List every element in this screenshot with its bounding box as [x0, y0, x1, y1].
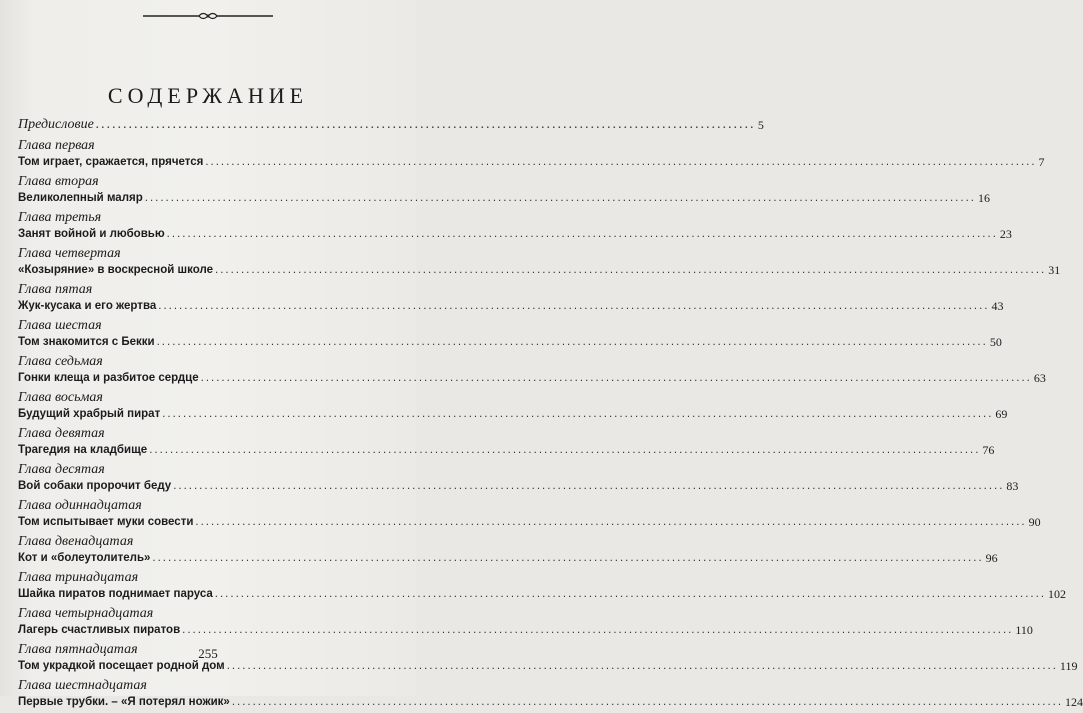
dot-leader: ................................................................................................................................................................ — [226, 660, 1058, 672]
chapter-title: Том знакомится с Бекки — [18, 336, 155, 348]
chapter-heading: Глава пятая — [18, 282, 93, 297]
chapter-page: 110 — [1015, 623, 1033, 637]
chapter-title-line — [18, 334, 1002, 350]
chapter-title: Шайка пиратов поднимает паруса — [18, 588, 213, 600]
chapter-title: Первые трубки. – «Я потерял ножик» — [18, 696, 230, 708]
chapter-title-line — [18, 262, 1061, 278]
chapter-heading: Глава двенадцатая — [18, 534, 134, 549]
chapter-title: Великолепный маляр — [18, 192, 143, 204]
dot-leader: ................................................................................................................................................................ — [144, 192, 976, 204]
chapter-title: Занят войной и любовью — [18, 228, 165, 240]
preface-label: Предисловие — [18, 117, 94, 132]
chapter-title-line — [18, 478, 1019, 494]
chapter-title-line — [18, 622, 1033, 638]
toc-entry[interactable] — [18, 209, 1012, 242]
toc-entry[interactable] — [18, 353, 1046, 386]
chapter-title: Трагедия на кладбище — [18, 444, 148, 456]
toc-entry[interactable] — [18, 497, 1041, 530]
chapter-title: Жук-кусака и его жертва — [18, 300, 157, 312]
chapter-heading: Глава четырнадцатая — [18, 606, 154, 621]
chapter-heading: Глава четвертая — [18, 246, 121, 261]
toc-entry[interactable] — [18, 605, 1033, 638]
toc-entry[interactable] — [18, 281, 1004, 314]
chapter-title-line — [18, 226, 1012, 242]
chapter-title-line — [18, 514, 1041, 530]
chapter-title: Будущий храбрый пират — [18, 408, 161, 420]
chapter-page: 69 — [995, 407, 1008, 421]
chapter-title-line — [18, 550, 998, 566]
chapter-heading: Глава шестнадцатая — [18, 678, 147, 693]
chapter-page: 31 — [1048, 263, 1061, 277]
chapter-heading: Глава девятая — [18, 426, 105, 441]
chapter-heading: Глава одиннадцатая — [18, 498, 142, 513]
chapter-title-line — [18, 190, 990, 206]
toc-entry[interactable] — [18, 569, 1067, 602]
dot-leader: ................................................................................................................................................................ — [173, 480, 1005, 492]
chapter-page: 50 — [989, 335, 1002, 349]
chapter-page: 119 — [1059, 659, 1078, 673]
toc-entry[interactable] — [18, 677, 1083, 710]
chapter-heading: Глава вторая — [18, 174, 99, 189]
chapter-page: 63 — [1033, 371, 1046, 385]
dot-leader: ................................................................................................................................................................ — [182, 624, 1014, 636]
chapter-page: 83 — [1006, 479, 1019, 493]
page-number: 255 — [198, 646, 218, 661]
chapter-title: Кот и «болеутолитель» — [18, 552, 151, 564]
page-title: СОДЕРЖАНИЕ — [107, 83, 309, 108]
chapter-title: Лагерь счастливых пиратов — [18, 624, 181, 636]
chapter-title-line — [18, 586, 1067, 602]
chapter-title: Гонки клеща и разбитое сердце — [18, 372, 199, 384]
chapter-page: 102 — [1048, 587, 1067, 601]
dot-leader: ........................................................................................................................ — [95, 117, 756, 132]
chapter-title: Том украдкой посещает родной дом — [18, 660, 225, 672]
chapter-page: 43 — [991, 299, 1004, 313]
dot-leader: ................................................................................................................................................................ — [162, 408, 994, 420]
toc-entry[interactable] — [18, 137, 1045, 170]
dot-leader: ................................................................................................................................................................ — [149, 444, 981, 456]
show-through-text — [250, 30, 253, 43]
dot-leader: ................................................................................................................................................................ — [231, 696, 1064, 708]
table-of-contents — [18, 116, 1083, 713]
toc-entry[interactable] — [18, 389, 1008, 422]
dot-leader: ................................................................................................................................................................ — [195, 516, 1027, 528]
dot-leader: ................................................................................................................................................................ — [166, 228, 998, 240]
chapter-title: Том играет, сражается, прячется — [18, 156, 204, 168]
dot-leader: ................................................................................................................................................................ — [214, 588, 1047, 600]
chapter-title-line — [18, 406, 1008, 422]
chapter-page: 90 — [1028, 515, 1041, 529]
chapter-title: Том испытывает муки совести — [18, 516, 194, 528]
toc-entry[interactable] — [18, 461, 1019, 494]
chapter-page: 7 — [1038, 155, 1045, 169]
toc-entry[interactable] — [18, 245, 1061, 278]
chapter-title: Вой собаки пророчит беду — [18, 480, 172, 492]
toc-entry[interactable] — [18, 425, 995, 458]
chapter-page: 23 — [999, 227, 1012, 241]
chapter-list — [18, 137, 1083, 710]
chapter-heading: Глава тринадцатая — [18, 570, 139, 585]
chapter-heading: Глава седьмая — [18, 354, 103, 369]
chapter-page: 124 — [1065, 695, 1083, 709]
toc-entry[interactable] — [18, 533, 998, 566]
dot-leader: ................................................................................................................................................................ — [156, 336, 988, 348]
dot-leader: ................................................................................................................................................................ — [205, 156, 1037, 168]
header-ornament — [139, 10, 277, 22]
preface-entry[interactable] — [18, 116, 764, 134]
preface-page: 5 — [757, 118, 764, 132]
dot-leader: ................................................................................................................................................................ — [215, 264, 1047, 276]
chapter-title-line — [18, 154, 1045, 170]
chapter-heading: Глава шестая — [18, 318, 102, 333]
chapter-title-line — [18, 298, 1004, 314]
chapter-title-line — [18, 442, 995, 458]
chapter-page: 16 — [977, 191, 990, 205]
chapter-heading: Глава пятнадцатая — [18, 642, 138, 657]
chapter-title-line — [18, 694, 1083, 710]
toc-entry[interactable] — [18, 173, 990, 206]
chapter-heading: Глава третья — [18, 210, 102, 225]
chapter-title-line — [18, 370, 1046, 386]
dot-leader: ................................................................................................................................................................ — [158, 300, 990, 312]
chapter-heading: Глава первая — [18, 138, 95, 153]
chapter-title: «Козыряние» в воскресной школе — [18, 264, 213, 276]
chapter-page: 96 — [985, 551, 998, 565]
chapter-page: 76 — [982, 443, 995, 457]
dot-leader: ................................................................................................................................................................ — [200, 372, 1032, 384]
chapter-heading: Глава восьмая — [18, 390, 103, 405]
dot-leader: ................................................................................................................................................................ — [152, 552, 984, 564]
toc-entry[interactable] — [18, 317, 1002, 350]
chapter-heading: Глава десятая — [18, 462, 105, 477]
